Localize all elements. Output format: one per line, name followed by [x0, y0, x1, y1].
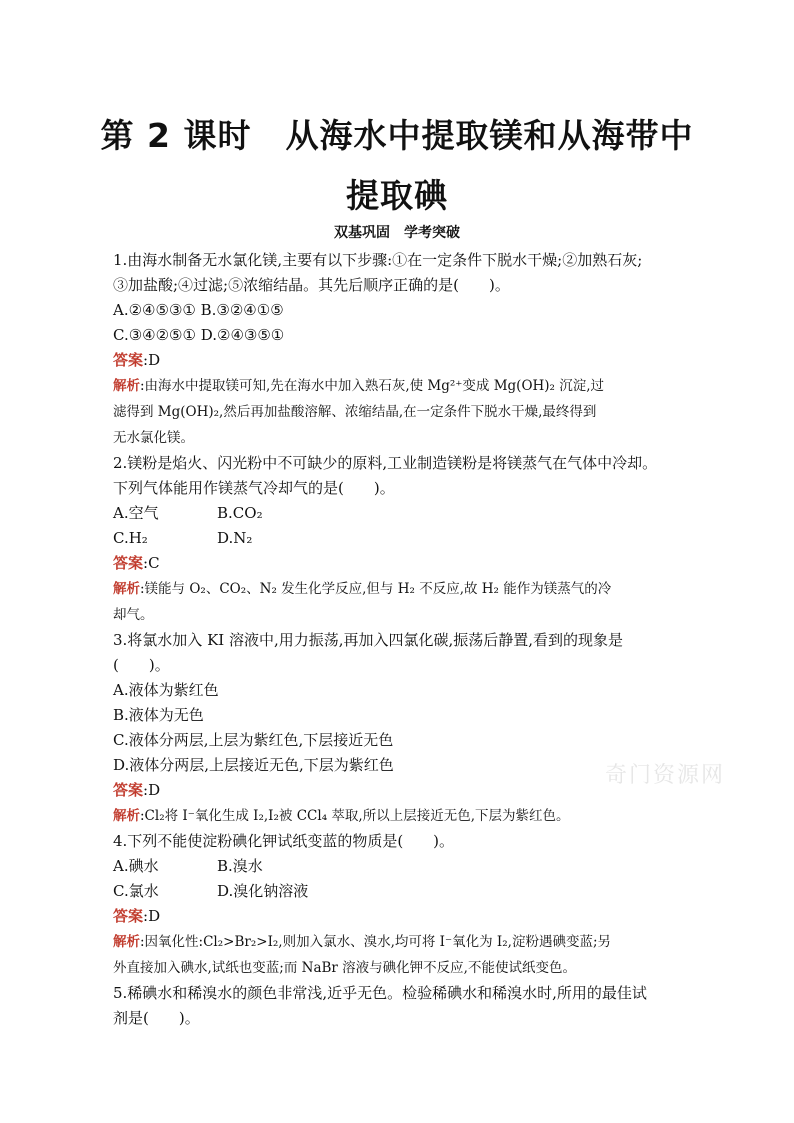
q2-options-row2 [113, 526, 685, 551]
answer-label: 答案 [113, 781, 144, 799]
q2-answer [113, 551, 685, 576]
q3-option-b: B.液体为无色 [113, 706, 204, 724]
q2-option-b: B.CO₂ [217, 504, 263, 522]
q3-option-a: A.液体为紫红色 [113, 681, 219, 699]
q4-explanation-line2: 外直接加入碘水,试纸也变蓝;而 NaBr 溶液与碘化钾不反应,不能使试纸变色。 [113, 960, 576, 976]
explain-label: 解析 [113, 934, 140, 950]
q1-stem-line1: 1.由海水制备无水氯化镁,主要有以下步骤:①在一定条件下脱水干燥;②加熟石灰; [113, 251, 643, 269]
q4-option-c: C.氯水 [113, 882, 159, 900]
q1-option-b: B.③②④①⑤ [200, 301, 284, 319]
q4-explanation-line1 [113, 929, 685, 955]
q1-options-row1 [113, 298, 685, 323]
watermark: 奇门资源网 [605, 763, 726, 788]
section-subtitle: 双基巩固 学考突破 [334, 225, 460, 241]
q2-option-d: D.N₂ [217, 529, 253, 547]
q3-stem-line2: ( )。 [113, 656, 170, 674]
q2-explanation-text1: :镁能与 O₂、CO₂、N₂ 发生化学反应,但与 H₂ 不反应,故 H₂ 能作为镁蒸气的冷 [140, 581, 612, 597]
page-title-line2: 提取碘 [346, 176, 448, 215]
question-list [113, 248, 685, 1031]
answer-label: 答案 [113, 554, 144, 572]
answer-label: 答案 [113, 351, 144, 369]
q2-options-row1 [113, 501, 685, 526]
q1-option-a: A.②④⑤③① [113, 301, 196, 319]
q3-answer [113, 778, 685, 803]
q4-option-b: B.溴水 [217, 857, 263, 875]
page-title-line1: 第 2 课时 从海水中提取镁和从海带中 [100, 116, 694, 155]
q3-explanation-line1 [113, 803, 685, 829]
q1-stem-line2: ③加盐酸;④过滤;⑤浓缩结晶。其先后顺序正确的是( )。 [113, 276, 510, 294]
q4-options-row2 [113, 879, 685, 904]
q2-stem-line2: 下列气体能用作镁蒸气冷却气的是( )。 [113, 479, 395, 497]
q1-options-row2 [113, 323, 685, 348]
q2-option-c: C.H₂ [113, 529, 148, 547]
q4-option-a: A.碘水 [113, 857, 159, 875]
q1-explanation-line3: 无水氯化镁。 [113, 430, 194, 446]
q4-options-row1 [113, 854, 685, 879]
q1-answer [113, 348, 685, 373]
q3-answer-value: :D [143, 781, 161, 799]
explain-label: 解析 [113, 808, 140, 824]
q3-option-d: D.液体分两层,上层接近无色,下层为紫红色 [113, 756, 394, 774]
q2-explanation-line2: 却气。 [113, 607, 154, 623]
q5-stem-line1: 5.稀碘水和稀溴水的颜色非常浅,近乎无色。检验稀碘水和稀溴水时,所用的最佳试 [113, 984, 647, 1002]
explain-label: 解析 [113, 378, 140, 394]
explain-label: 解析 [113, 581, 140, 597]
q3-stem-line1: 3.将氯水加入 KI 溶液中,用力振荡,再加入四氯化碳,振荡后静置,看到的现象是 [113, 631, 624, 649]
q4-answer-value: :D [143, 907, 161, 925]
q5-stem-line2: 剂是( )。 [113, 1009, 200, 1027]
q3-explanation-text1: :Cl₂将 I⁻氧化生成 I₂,I₂被 CCl₄ 萃取,所以上层接近无色,下层为紫红色。 [140, 808, 570, 824]
q2-stem-line1: 2.镁粉是焰火、闪光粉中不可缺少的原料,工业制造镁粉是将镁蒸气在气体中冷却。 [113, 454, 658, 472]
q4-explanation-text1: :因氧化性:Cl₂>Br₂>I₂,则加入氯水、溴水,均可将 I⁻氧化为 I₂,淀粉遇碘变蓝;另 [140, 934, 612, 950]
q2-answer-value: :C [143, 554, 160, 572]
q2-option-a: A.空气 [113, 504, 159, 522]
q3-option-c: C.液体分两层,上层为紫红色,下层接近无色 [113, 731, 394, 749]
q4-stem-line1: 4.下列不能使淀粉碘化钾试纸变蓝的物质是( )。 [113, 832, 455, 850]
q4-option-d: D.溴化钠溶液 [217, 882, 309, 900]
q4-answer [113, 904, 685, 929]
q1-explanation-line1 [113, 373, 685, 399]
q1-option-c: C.③④②⑤① [113, 326, 196, 344]
q1-explanation-line2: 滤得到 Mg(OH)₂,然后再加盐酸溶解、浓缩结晶,在一定条件下脱水干燥,最终得到 [113, 404, 597, 420]
q1-explanation-text1: :由海水中提取镁可知,先在海水中加入熟石灰,使 Mg²⁺变成 Mg(OH)₂ 沉淀,过 [140, 378, 605, 394]
q1-answer-value: :D [143, 351, 161, 369]
answer-label: 答案 [113, 907, 144, 925]
q1-option-d: D.②④③⑤① [200, 326, 285, 344]
q2-explanation-line1 [113, 576, 685, 602]
